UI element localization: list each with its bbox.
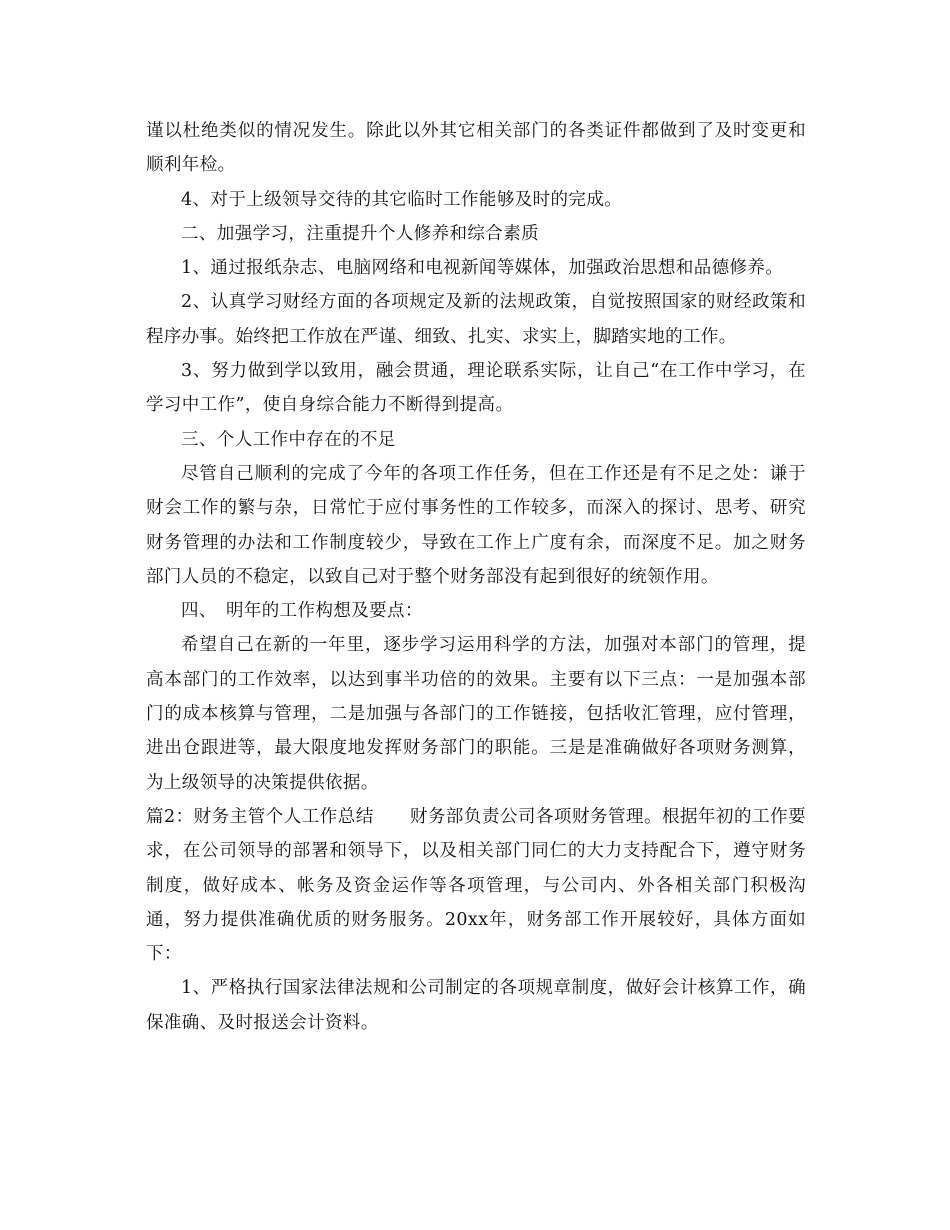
- list-item-paragraph: 1、严格执行国家法律法规和公司制定的各项规章制度，做好会计核算工作，确保准确、及时报送会计资料。: [146, 978, 806, 1033]
- section-heading: 二、加强学习，注重提升个人修养和综合素质: [181, 223, 539, 244]
- paragraph: 希望自己在新的一年里，逐步学习运用科学的方法，加强对本部门的管理，提高本部门的工作效率，以达到事半功倍的的效果。主要有以下三点：一是加强本部门的成本核算与管理，二是加强与各部门的工作链接，包括收汇管理，应付管理，进出仓跟进等，最大限度地发挥财务部门的职能。三是是准确做好各项财务测算，为上级领导的决策提供依据。: [146, 635, 806, 793]
- list-item-paragraph: 2、认真学习财经方面的各项规定及新的法规政策，自觉按照国家的财经政策和程序办事。始终把工作放在严谨、细致、扎实、求实上，脚踏实地的工作。: [146, 292, 806, 347]
- document-body: [146, 114, 806, 1040]
- list-item-paragraph: 3、努力做到学以致用，融会贯通，理论联系实际，让自己“在工作中学习，在学习中工作”，使自身综合能力不断得到提高。: [146, 361, 806, 416]
- article-heading-paragraph: 篇2：财务主管个人工作总结 财务部负责公司各项财务管理。根据年初的工作要求，在公司领导的部署和领导下，以及相关部门同仁的大力支持配合下，遵守财务制度，做好成本、帐务及资金运作等各项管理，与公司内、外各相关部门积极沟通，努力提供准确优质的财务服务。20xx年，财务部工作开展较好，具体方面如下：: [146, 806, 806, 965]
- paragraph: 尽管自己顺利的完成了今年的各项工作任务，但在工作还是有不足之处：谦于财会工作的繁与杂，日常忙于应付事务性的工作较多，而深入的探讨、思考、研究财务管理的办法和工作制度较少，导致在工作上广度有余，而深度不足。加之财务部门人员的不稳定，以致自己对于整个财务部没有起到很好的统领作用。: [146, 463, 806, 587]
- section-heading: 四、 明年的工作构想及要点：: [181, 601, 423, 622]
- paragraph: 谨以杜绝类似的情况发生。除此以外其它相关部门的各类证件都做到了及时变更和顺利年检。: [146, 121, 806, 176]
- list-item-paragraph: 4、对于上级领导交待的其它临时工作能够及时的完成。: [181, 189, 623, 210]
- list-item-paragraph: 1、通过报纸杂志、电脑网络和电视新闻等媒体，加强政治思想和品德修养。: [181, 258, 784, 279]
- section-heading: 三、个人工作中存在的不足: [181, 429, 396, 450]
